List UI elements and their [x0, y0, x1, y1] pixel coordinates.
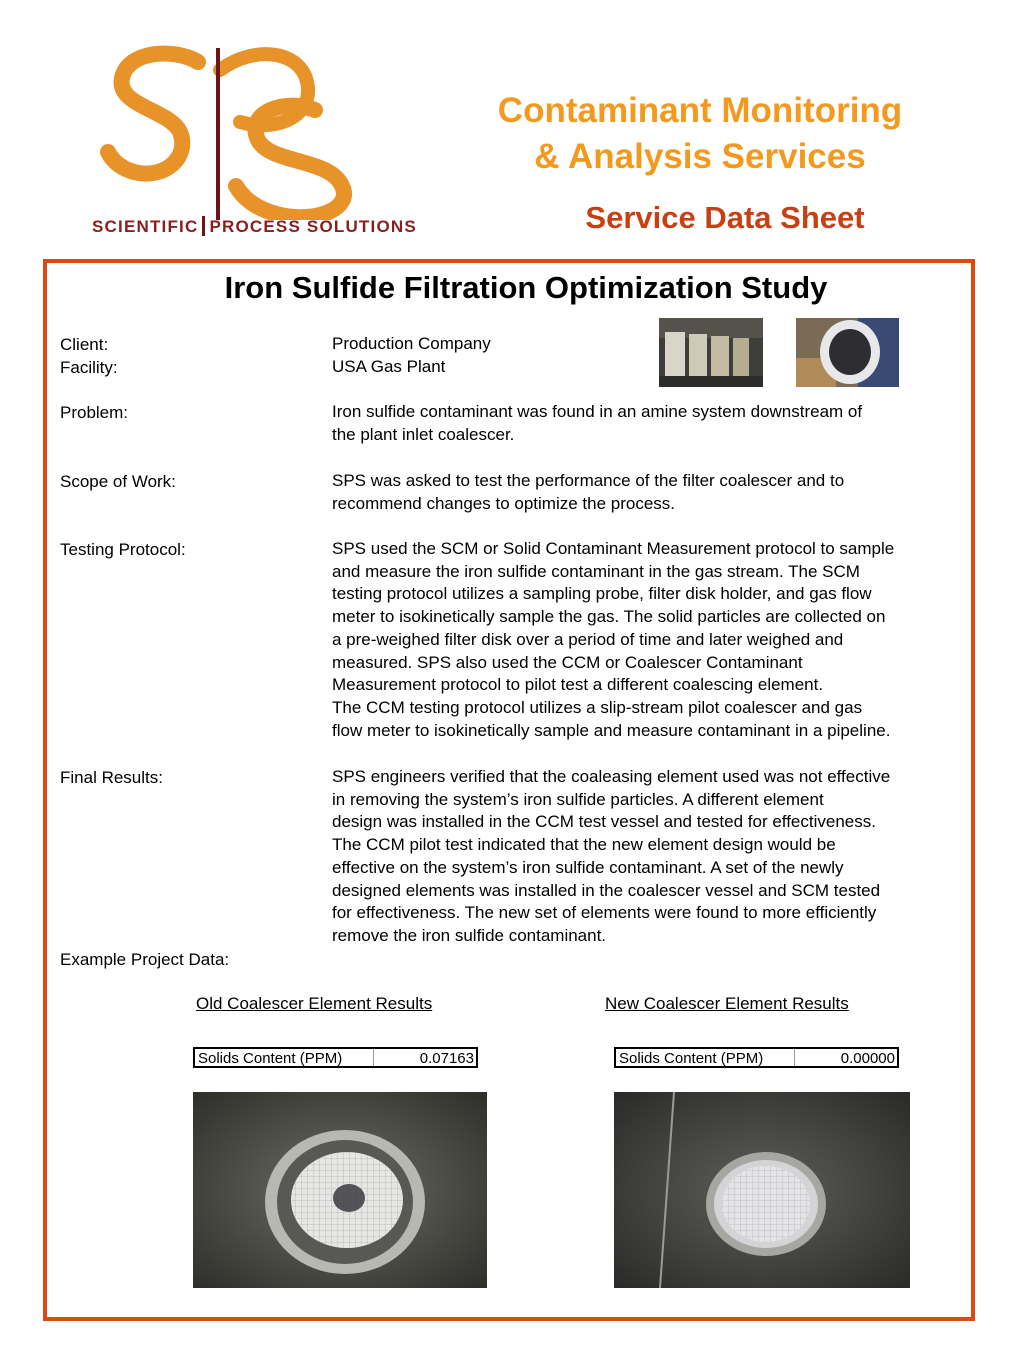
header-subtitle: Service Data Sheet — [585, 200, 865, 235]
old-metric-value: 0.07163 — [419, 1050, 474, 1067]
facility-value-text: USA Gas Plant — [332, 357, 446, 376]
protocol-text — [332, 538, 972, 742]
problem-line: Iron sulfide contaminant was found in an amine system downstream of — [332, 402, 863, 421]
problem-text — [332, 401, 972, 446]
problem-label: Problem: — [60, 403, 129, 422]
scope-label: Scope of Work: — [60, 472, 176, 491]
logo-divider — [202, 216, 205, 236]
new-metric-value: 0.00000 — [840, 1050, 895, 1067]
example-label: Example Project Data: — [60, 950, 230, 969]
results-line: remove the iron sulfide contaminant. — [332, 925, 607, 945]
old-filter-disk-image — [193, 1092, 487, 1288]
old-results-heading: Old Coalescer Element Results — [196, 994, 433, 1013]
protocol-line: testing protocol utilizes a sampling probe, filter disk holder, and gas flow — [332, 584, 872, 604]
protocol-line: The CCM testing protocol utilizes a slip-stream pilot coalescer and gas — [332, 697, 863, 717]
results-text — [332, 766, 972, 948]
protocol-line: a pre-weighed filter disk over a period of time and later weighed and — [332, 629, 844, 649]
old-filter-disk-photo — [193, 1092, 487, 1288]
sps-logo — [80, 40, 460, 245]
scope-line: recommend changes to optimize the process. — [332, 493, 676, 513]
results-line: designed elements was installed in the coalescer vessel and SCM tested — [332, 880, 881, 900]
new-filter-disk-image — [614, 1092, 910, 1288]
results-line: The CCM pilot test indicated that the new element design would be — [332, 835, 836, 855]
results-line: design was installed in the CCM test vessel and tested for effectiveness. — [332, 812, 876, 832]
client-value-text: Production Company — [332, 334, 491, 353]
new-metric-label: Solids Content (PPM) — [616, 1049, 795, 1066]
protocol-line: SPS used the SCM or Solid Contaminant Measurement protocol to sample — [332, 539, 895, 558]
scope-line: SPS was asked to test the performance of the filter coalescer and to — [332, 471, 845, 490]
logo-text-right: PROCESS SOLUTIONS — [209, 217, 417, 236]
protocol-label: Testing Protocol: — [60, 540, 186, 559]
new-results-table — [614, 1047, 899, 1068]
results-line: effective on the system’s iron sulfide contaminant. A set of the newly — [332, 857, 844, 877]
filter-elements-photo-image — [659, 318, 763, 387]
results-line: for effectiveness. The new set of elements were found to more efficiently — [332, 903, 877, 923]
header-title-line1: Contaminant Monitoring — [497, 91, 903, 130]
header-title-line2: & Analysis Services — [534, 137, 866, 176]
header-title — [480, 88, 920, 180]
client-label: Client: — [60, 335, 109, 354]
protocol-line: meter to isokinetically sample the gas. The solid particles are collected on — [332, 607, 886, 627]
protocol-line: flow meter to isokinetically sample and measure contaminant in a pipeline. — [332, 720, 891, 740]
new-results-heading: New Coalescer Element Results — [605, 994, 849, 1013]
sps-logo-mark — [80, 40, 460, 220]
logo-letter-s1 — [108, 54, 198, 174]
new-filter-disk-photo — [614, 1092, 910, 1288]
logo-bar — [216, 48, 220, 220]
logo-text-left: SCIENTIFIC — [92, 217, 199, 236]
old-results-table — [193, 1047, 478, 1068]
protocol-line: and measure the iron sulfide contaminant in the gas stream. The SCM — [332, 561, 860, 581]
old-metric-label: Solids Content (PPM) — [195, 1049, 374, 1066]
results-line: in removing the system’s iron sulfide particles. A different element — [332, 789, 824, 809]
coalescer-element-photo-image — [796, 318, 899, 387]
facility-label: Facility: — [60, 358, 118, 377]
problem-line: the plant inlet coalescer. — [332, 424, 515, 444]
coalescer-element-photo — [796, 318, 899, 387]
protocol-line: measured. SPS also used the CCM or Coalescer Contaminant — [332, 652, 803, 672]
study-title: Iron Sulfide Filtration Optimization Study — [224, 270, 828, 305]
filter-elements-photo — [659, 318, 763, 387]
scope-text — [332, 470, 972, 515]
results-line: SPS engineers verified that the coaleasing element used was not effective — [332, 767, 891, 786]
protocol-line: Measurement protocol to pilot test a different coalescing element. — [332, 675, 824, 695]
logo-wordmark — [92, 216, 417, 237]
results-label: Final Results: — [60, 768, 163, 787]
